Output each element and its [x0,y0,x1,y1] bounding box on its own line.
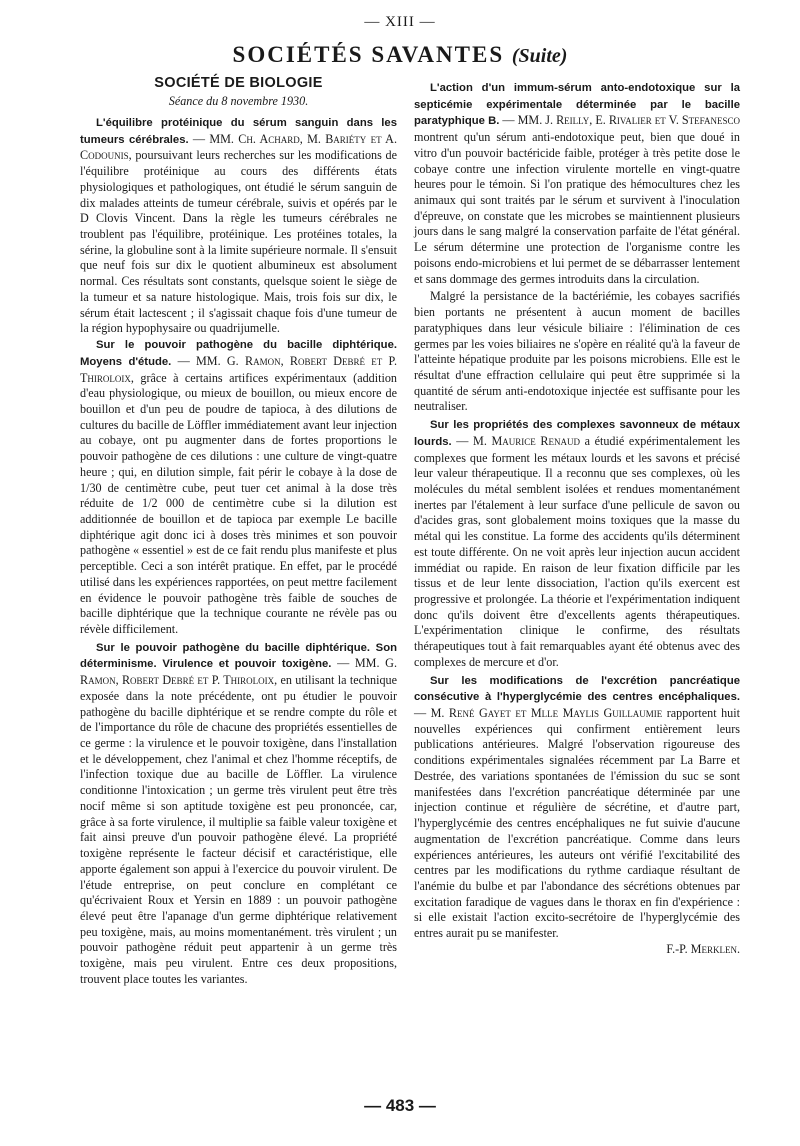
right-column [414,78,740,958]
article-2-body: grâce à certains artifices expérimentaux (addition d'eau physiologique, ou mieux de bouillon, ou mieux encore de bouillon et d'un peu de poudre de tapioca, à des dilutions de cultures du bacille de Löffler immédiatement avant leur injection au cobaye, ont pu augmenter dans de fortes proportions le pouvoir pathogène de ces dilutions : une culture de vingt-quatre heure ; qui, en dilution simple, fait périr le cobaye à la dose de 1/30 de centimètre cube, peut tuer cet animal à la dose très réduite de 1/2 000 de centimètre cube si la dilution est additionnée de bouillon et de tapioca par exemple Le bacille diphtérique agit donc ici à doses très minimes et son pouvoir pathogène « essentiel » est de ce fait rendu plus manifeste et plus perceptible. Ceci a son intérêt pratique. En effet, par le procédé utilisé dans les expériences rapportées, on peut mettre facilement en évidence le pouvoir pathogène très faible de souches de bacille diphtérique que la technique courante ne révèle pas ou révèle difficilement. [80,370,397,636]
article-6-heading: Sur les modifications de l'excrétion pancréatique consécutive à l'hyperglycémie des centres encéphaliques. [414,674,740,704]
article-6-authors: — M. René Gayet et Mlle Maylis Guillaumie [414,706,663,721]
article-4-body: montrent qu'un sérum anti-endotoxique peut, bien que doué in vitro d'un pouvoir bactéricide faible, protéger à très petite dose le cobaye contre une infection virulente mortelle en vingt-quatre heures pour le témoin. Si l'on pratique des hémocultures chez les animaux qui sont traités par le sérum et survivent à l'inoculation d'épreuve, on constate que les microbes se maintiennent plusieurs jours dans le sang malgré la conservation parfaite de l'état général. Le sérum détermine une protection de l'organisme contre les poisons endo-microbiens et lui permet de se débarrasser lentement et sans dommage des germes introduits dans la circulation. [414,130,740,286]
article-3 [80,640,397,988]
article-4-authors: — MM. J. Reilly, E. Rivalier et V. Stefanesco [502,113,740,128]
page-title-suffix: (Suite) [511,45,568,67]
article-2-heading: Sur le pouvoir pathogène du bacille diphtérique. Moyens d'étude. [80,339,397,368]
footer-page-number: — 483 — [364,1096,436,1115]
session-date: Séance du 8 novembre 1930. [168,94,309,108]
signature: F.-P. Merklen. [666,941,740,956]
article-5-heading: Sur les propriétés des complexes savonneux de métaux lourds. [414,419,740,448]
article-1-body: poursuivant leurs recherches sur les modifications de l'équilibre protéinique au cours des différents états physiologiques et pathologiques, ont étudié le sérum sanguin de dix malades atteints de tumeur cérébrale, suivis et opérés par le D Clovis Vincent. Dans la règle les tumeurs cérébrales ne troublent pas l'équilibre, protéinique. Les protéines totales, la sérine, la globuline sont à la limite supérieure normale. Il s'ensuit que neuf fois sur dix le quotient albumineux est absolument normal. Ces résultats sont constants, quelsque soient le siège de la tumeur et sa nature histologique. Mais, trois fois sur dix, le sérum était lactescent ; il s'agissait chaque fois d'une tumeur de la région hypophysaire ou quadrijumelle. [80,148,397,336]
article-3-heading: Sur le pouvoir pathogène du bacille diphtérique. Son déterminisme. Virulence et pouvoir toxigène. [80,641,397,671]
article-2 [80,337,397,638]
article-3-authors: — MM. G. Ramon, Robert Debré et P. Thiroloix, [80,656,397,688]
roman-page-number: — XIII — [364,14,436,30]
article-5 [414,417,740,671]
article-5-authors: — M. Maurice Renaud [456,433,580,448]
article-2-authors: — MM. G. Ramon, Robert Debré et P. Thiroloix, [80,353,397,385]
article-4-heading: L'action d'un immum-sérum anto-endotoxique sur la septicémie expérimentale déterminée par le bacille paratyphique B. [414,82,740,128]
article-6 [414,673,740,942]
article-1-authors: — MM. Ch. Achard, M. Bariéty et A. Codounis, [80,131,397,163]
article-4-continued: Malgré la persistance de la bactériémie, les cobayes sacrifiés bien portants ne présentent à aucun moment de bacilles paratyphiques dans leur vésicule biliaire : l'élimination de ces germes par les voies biliaires ne s'opère en réalité qu'à la faveur de l'atteinte hépatique produite par les poisons microbiens. Elle est le résultat d'une effraction cellulaire qui peut être supprimée si la quantité de sérum anti-endotoxique injectée est suffisante pour les neutraliser. [414,289,740,414]
article-5-body: a étudié expérimentalement les complexes que forment les métaux lourds et les savons et précisé leur valeur thérapeutique. Il a reconnu que ses complexes, où les molécules du métal semblent isolées et rendues momentanément inertes par l'étalement à leur surface d'une pellicule de savon ou d'acides gras, sont globalement moins toxiques que la masse du métal qui les constitue. La forme des accidents qu'ils déterminent est toute différente. On ne voit après leur injection aucun accident immédiat ou rapide. En raison de leur fixation difficile par les tissus et de leur lente dissociation, l'action qu'ils exercent est progressive et prolongée. La théorie et l'expérimentation indiquent donc qu'ils doivent être d'excellents agents thérapeutiques. L'expérimentation clinique le confirme, des résultats thérapeutiques tout à fait remarquables ayant été obtenus avec des complexes de mercure et d'or. [414,433,740,669]
section-heading: SOCIÉTÉ DE BIOLOGIE [154,75,323,91]
article-6-body: rapportent huit nouvelles expériences qui confirment entièrement leurs publications antérieures. Malgré l'observation rigoureuse des conditions expérimentales signalées récemment par La Barre et Destrée, des variations spontanées de l'émission du suc se sont manifestées dans l'excrétion pancréatique déterminée par une injection continue et régulière de sécrétine, et d'autre part, l'hyperglycémie des centres encéphaliques ne fut suivie d'aucune augmentation de l'excrétion pancréatique. Comme dans leurs expériences antérieures, les auteurs ont vérifié l'excitabilité des centres par les modifications du rythme cardiaque résultant de l'anémie du bulbe et par l'abondance des sécrétions obtenues par excitation faradique de vagues dans le thorax en fin d'expérience : si elle existait l'action excito-secrétoire de l'hyperglycémie des entres aurait pu se manifester. [414,706,740,941]
page-title [0,42,800,68]
article-1-heading: L'équilibre protéinique du sérum sanguin dans les tumeurs cérébrales. [80,117,397,146]
page-title-main: SOCIÉTÉS SAVANTES [232,42,505,67]
left-column [80,74,397,988]
article-1 [80,115,397,337]
article-3-body: en utilisant la technique exposée dans la note précédente, ont pu étudier le pouvoir pathogène du bacille diphtérique et se rendre compte du rôle et de l'importance du rôle de chacune des propriétés essentielles de ce germe : la virulence et le pouvoir toxigène, dans l'installation et le développement, chez l'animal et chez l'homme réceptifs, de l'infection toxique due au bacille de Löffler. La virulence conditionne l'intoxication ; un germe très virulent peut être très nocif même si son aptitude toxigène est peu prononcée, car, grâce à sa forte virulence, il multiplie sa faible valeur toxigène et fait ainsi preuve d'un pouvoir pathogène élevé. La propriété toxigène représente le facteur décisif et caractéristique, elle apporte également son appui à l'exercice du pouvoir virulent. De l'étude entreprise, on peut conclure en complétant ce qu'écrivaient Roux et Yersin en 1889 : un pouvoir pathogène élevé peut être l'apanage d'un germe diphtérique relativement peu toxigène, mais, au moins momentanément. très virulent ; un pouvoir pathogène réduit peut appartenir à un germe très toxigène, mais peu virulent. Entre ces deux propositions, trouvent place toutes les variantes. [80,673,398,986]
article-4 [414,80,740,287]
